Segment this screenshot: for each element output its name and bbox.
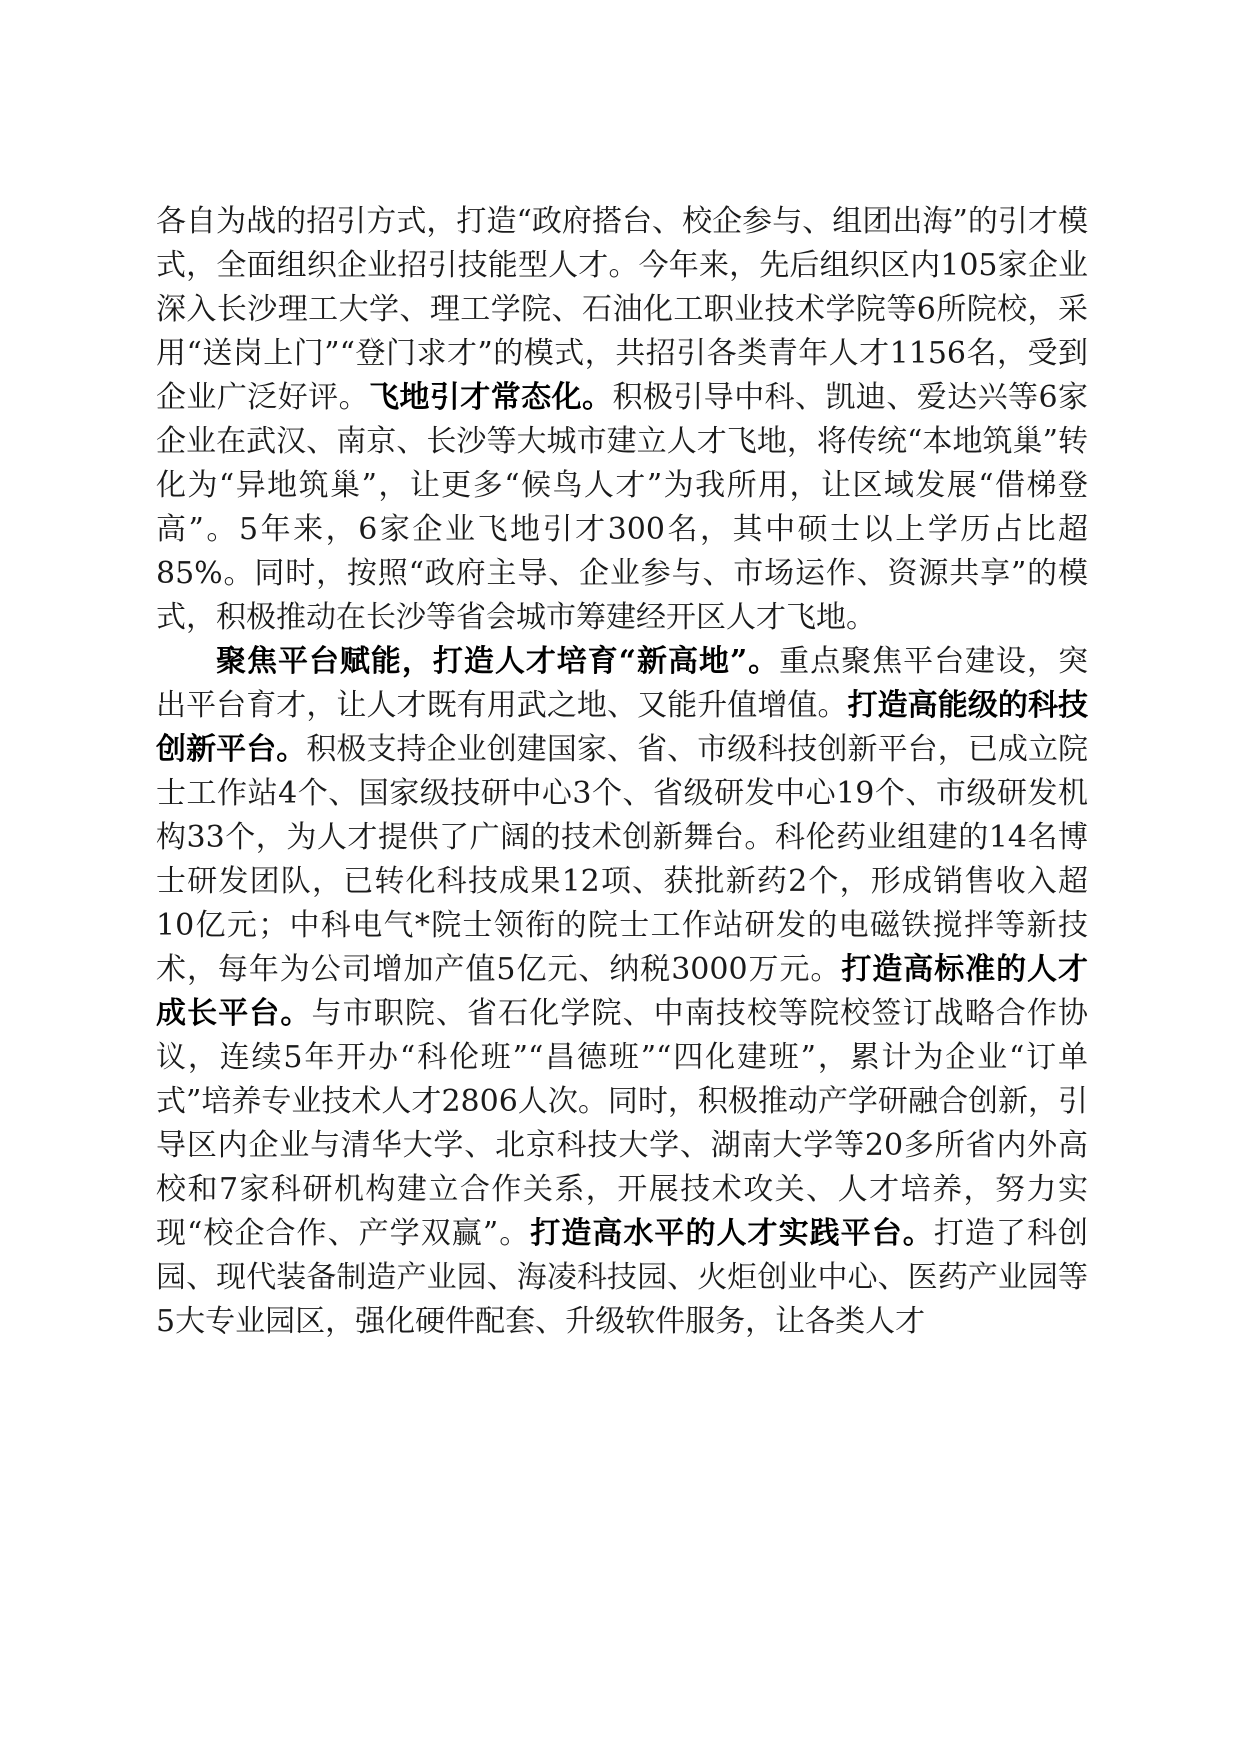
paragraph-platform-empowerment [156,640,1088,1344]
bold-heading-innovation-platform: 打造高能级的科技创新平台。 [156,688,1089,767]
body-text: 各自为战的招引方式，打造“政府搭台、校企参与、组团出海”的引才模式，全面组织企业招引技能型人才。今年来，先后组织区内105家企业深入长沙理工大学、理工学院、石油化工职业技术学院等6所院校，采用“送岗上门”“登门求才”的模式，共招引各类青年人才1156名，受到企业广泛好评。 [156,204,1088,415]
document-page [156,200,1088,1344]
bold-heading-practice-platform: 打造高水平的人才实践平台。 [530,1216,934,1251]
section-heading-platform: 聚焦平台赋能，打造人才培育“新高地”。 [216,644,780,679]
body-text: 打造了科创园、现代装备制造产业园、海凌科技园、火炬创业中心、医药产业园等5大专业园区，强化硬件配套、升级软件服务，让各类人才 [156,1216,1089,1339]
bold-heading-growth-platform: 打造高标准的人才成长平台。 [156,952,1088,1031]
body-text: 积极支持企业创建国家、省、市级科技创新平台，已成立院士工作站4个、国家级技研中心3个、省级研发中心19个、市级研发机构33个，为人才提供了广阔的技术创新舞台。科伦药业组建的14名博士研发团队，已转化科技成果12项、获批新药2个，形成销售收入超10亿元；中科电气*院士领衔的院士工作站研发的电磁铁搅拌等新技术，每年为公司增加产值5亿元、纳税3000万元。 [156,732,1089,987]
body-text: 与市职院、省石化学院、中南技校等院校签订战略合作协议，连续5年开办“科伦班”“昌德班”“四化建班”，累计为企业“订单式”培养专业技术人才2806人次。同时，积极推动产学研融合创新，引导区内企业与清华大学、北京科技大学、湖南大学等20多所省内外高校和7家科研机构建立合作关系，开展技术攻关、人才培养，努力实现“校企合作、产学双赢”。 [156,996,1089,1251]
bold-heading-enclave-recruitment: 飞地引才常态化。 [369,380,613,415]
paragraph-talent-recruitment [156,200,1088,640]
body-text: 重点聚焦平台建设，突出平台育才，让人才既有用武之地、又能升值增值。 [156,644,1089,723]
body-text: 积极引导中科、凯迪、爱达兴等6家企业在武汉、南京、长沙等大城市建立人才飞地，将传统“本地筑巢”转化为“异地筑巢”，让更多“候鸟人才”为我所用，让区域发展“借梯登高”。5年来，6家企业飞地引才300名，其中硕士以上学历占比超85%。同时，按照“政府主导、企业参与、市场运作、资源共享”的模式，积极推动在长沙等省会城市筹建经开区人才飞地。 [156,380,1089,635]
